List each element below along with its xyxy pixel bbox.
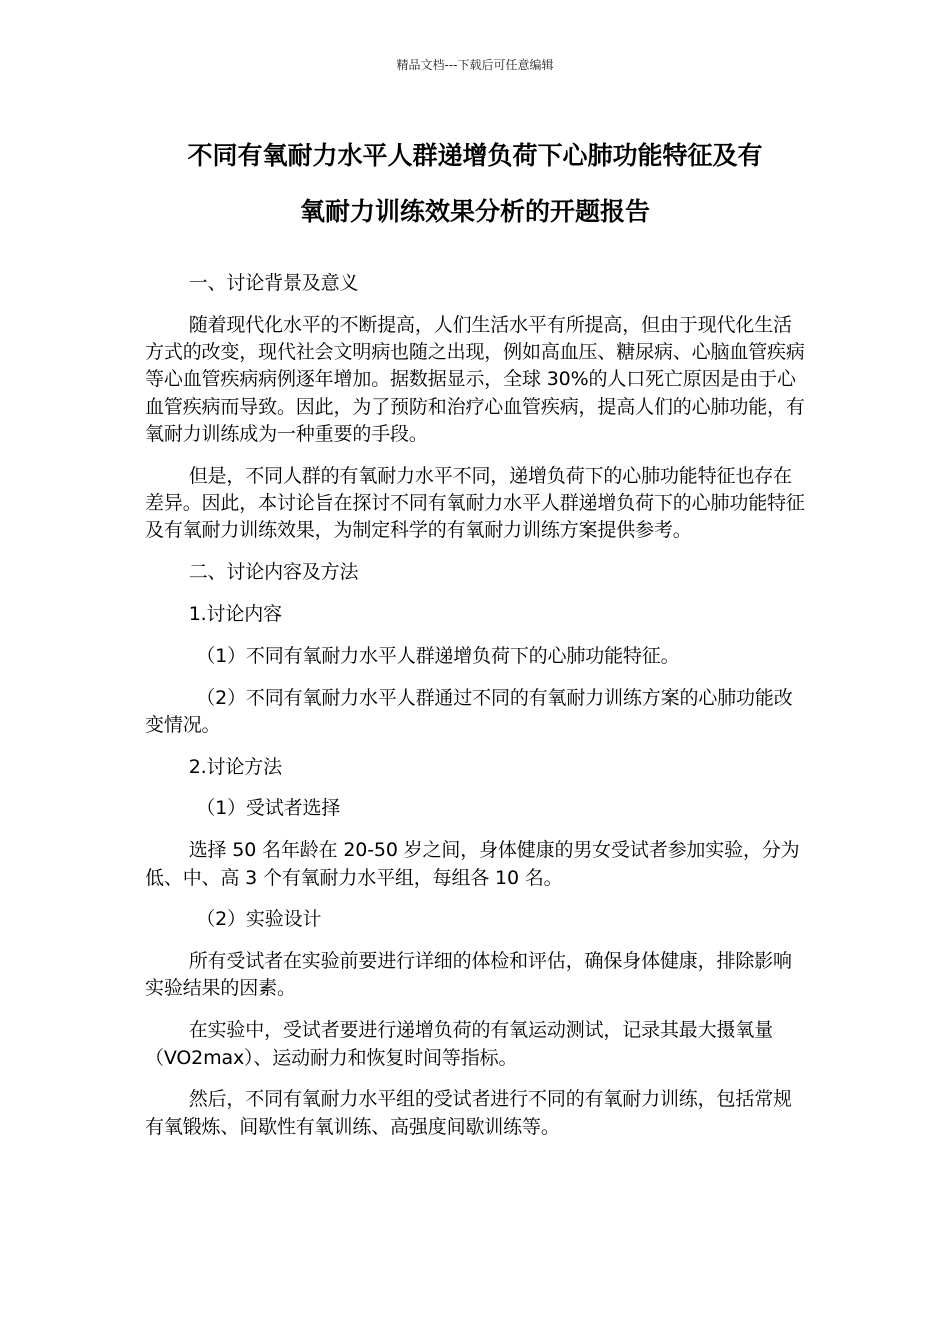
section-1-paragraph-1: 随着现代化水平的不断提高，人们生活水平有所提高，但由于现代化生活方式的改变，现代社会文明病也随之出现，例如高血压、糖尿病、心脑血管疾病等心血管疾病病例逐年增加。据数据显示，全球 30%的人口死亡原因是由于心血管疾病而导致。因此，为了预防和治疗心血管疾病，提高人们的心肺功能，有氧耐力训练成为一种重要的手段。 bbox=[145, 313, 805, 445]
title-line-1: 不同有氧耐力水平人群递增负荷下心肺功能特征及有 bbox=[187, 141, 763, 170]
section-1-paragraph-2: 但是，不同人群的有氧耐力水平不同，递增负荷下的心肺功能特征也存在差异。因此，本讨论旨在探讨不同有氧耐力水平人群递增负荷下的心肺功能特征及有氧耐力训练效果，为制定科学的有氧耐力训练方案提供参考。 bbox=[145, 464, 805, 542]
document-body bbox=[145, 270, 807, 1155]
header-note: 精品文档---下载后可任意编辑 bbox=[396, 58, 554, 72]
content-item-1: （1）不同有氧耐力水平人群递增负荷下的心肺功能特征。 bbox=[196, 644, 680, 667]
title-line-2: 氧耐力训练效果分析的开题报告 bbox=[299, 197, 650, 226]
section-2-heading: 二、讨论内容及方法 bbox=[188, 561, 359, 584]
method-item-1-heading: （1）受试者选择 bbox=[196, 797, 341, 820]
method-item-2-heading: （2）实验设计 bbox=[196, 908, 322, 931]
method-item-1-text: 选择 50 名年龄在 20-50 岁之间，身体健康的男女受试者参加实验，分为低、中、高 3 个有氧耐力水平组，每组各 10 名。 bbox=[145, 839, 800, 889]
document-title bbox=[140, 128, 810, 240]
section-1-heading: 一、讨论背景及意义 bbox=[188, 272, 359, 294]
method-item-2-paragraph-3: 然后，不同有氧耐力水平组的受试者进行不同的有氧耐力训练，包括常规有氧锻炼、间歇性有氧训练、高强度间歇训练等。 bbox=[145, 1088, 792, 1138]
method-item-2-paragraph-1: 所有受试者在实验前要进行详细的体检和评估，确保身体健康，排除影响实验结果的因素。 bbox=[145, 950, 792, 1000]
subsection-2-2-heading: 2.讨论方法 bbox=[188, 755, 282, 778]
content-item-2: （2）不同有氧耐力水平人群通过不同的有氧耐力训练方案的心肺功能改变情况。 bbox=[145, 686, 793, 736]
method-item-2-paragraph-2: 在实验中，受试者要进行递增负荷的有氧运动测试，记录其最大摄氧量（VO2max）、运动耐力和恢复时间等指标。 bbox=[145, 1019, 774, 1069]
subsection-2-1-heading: 1.讨论内容 bbox=[188, 602, 282, 625]
